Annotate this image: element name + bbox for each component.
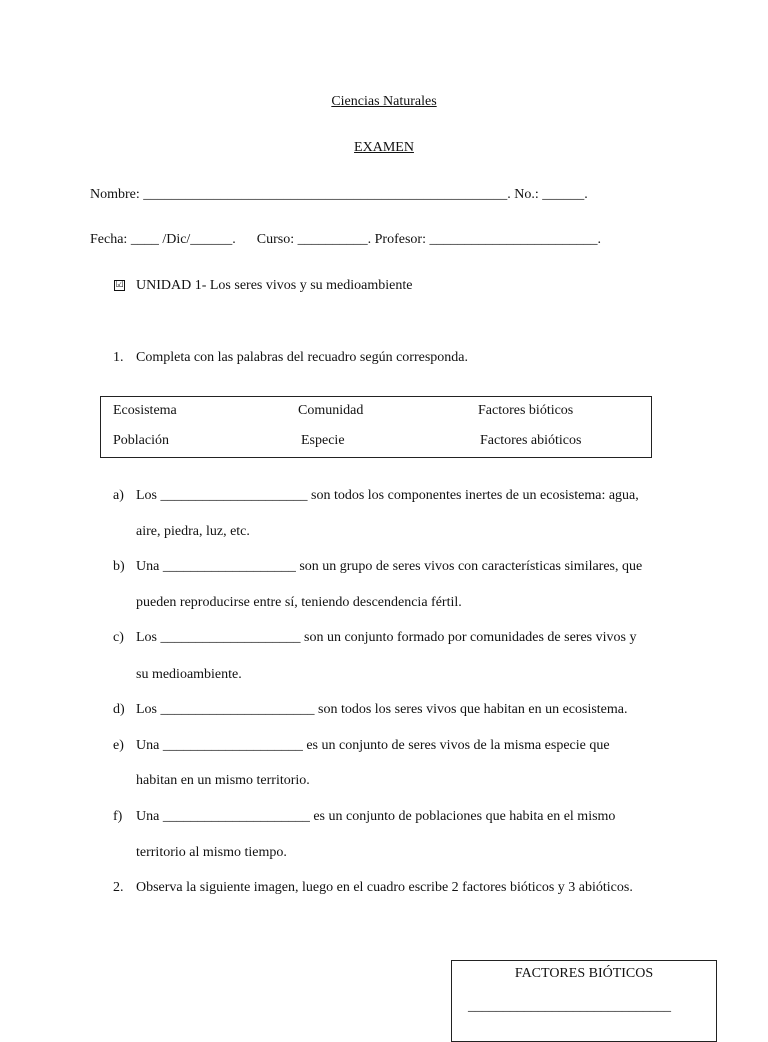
q2-number: 2. [113,880,124,895]
factores-bioticos-box [451,960,717,1042]
item-b-letter: b) [113,559,125,574]
checkbox-icon: ☑ [115,280,124,290]
word-comunidad: Comunidad [298,403,364,418]
word-factores-abioticos: Factores abióticos [480,433,582,448]
item-c-letter: c) [113,630,124,645]
unit-label: UNIDAD 1- Los seres vivos y su medioambiente [136,278,413,293]
word-poblacion: Población [113,433,169,448]
item-d-line1: Los ______________________ son todos los seres vivos que habitan en un ecosistema. [136,702,628,717]
box-title: FACTORES BIÓTICOS [514,966,654,981]
item-e-line1: Una ____________________ es un conjunto de seres vivos de la misma especie que [136,738,610,753]
item-a-line2: aire, piedra, luz, etc. [136,524,250,539]
item-b-line2: pueden reproducirse entre sí, teniendo descendencia fértil. [136,595,462,610]
q2-prompt: Observa la siguiente imagen, luego en el cuadro escribe 2 factores bióticos y 3 abióticos. [136,880,633,895]
word-factores-bioticos: Factores bióticos [478,403,574,418]
item-e-line2: habitan en un mismo territorio. [136,773,310,788]
item-b-line1: Una ___________________ son un grupo de seres vivos con características similares, que [136,559,643,574]
item-f-letter: f) [113,809,123,824]
item-f-line1: Una _____________________ es un conjunto de poblaciones que habita en el mismo [136,809,616,824]
item-f-line2: territorio al mismo tiempo. [136,845,287,860]
item-c-line2: su medioambiente. [136,667,242,682]
item-c-line1: Los ____________________ son un conjunto formado por comunidades de seres vivos y [136,630,637,645]
fecha-line: Fecha: ____ /Dic/______. Curso: __________. Profesor: ________________________. [90,232,601,247]
item-a-line1: Los _____________________ son todos los componentes inertes de un ecosistema: agua, [136,488,639,503]
word-especie: Especie [301,433,345,448]
exam-title: EXAMEN [354,140,414,155]
item-d-letter: d) [113,702,125,717]
q1-prompt: Completa con las palabras del recuadro según corresponda. [136,350,468,365]
word-ecosistema: Ecosistema [113,403,177,418]
item-e-letter: e) [113,738,124,753]
box-answer-line: _____________________________ [468,999,671,1014]
nombre-line: Nombre: ____________________________________________________. No.: ______. [90,187,588,202]
subject-title: Ciencias Naturales [331,94,437,109]
item-a-letter: a) [113,488,124,503]
word-box [100,396,652,458]
q1-number: 1. [113,350,124,365]
